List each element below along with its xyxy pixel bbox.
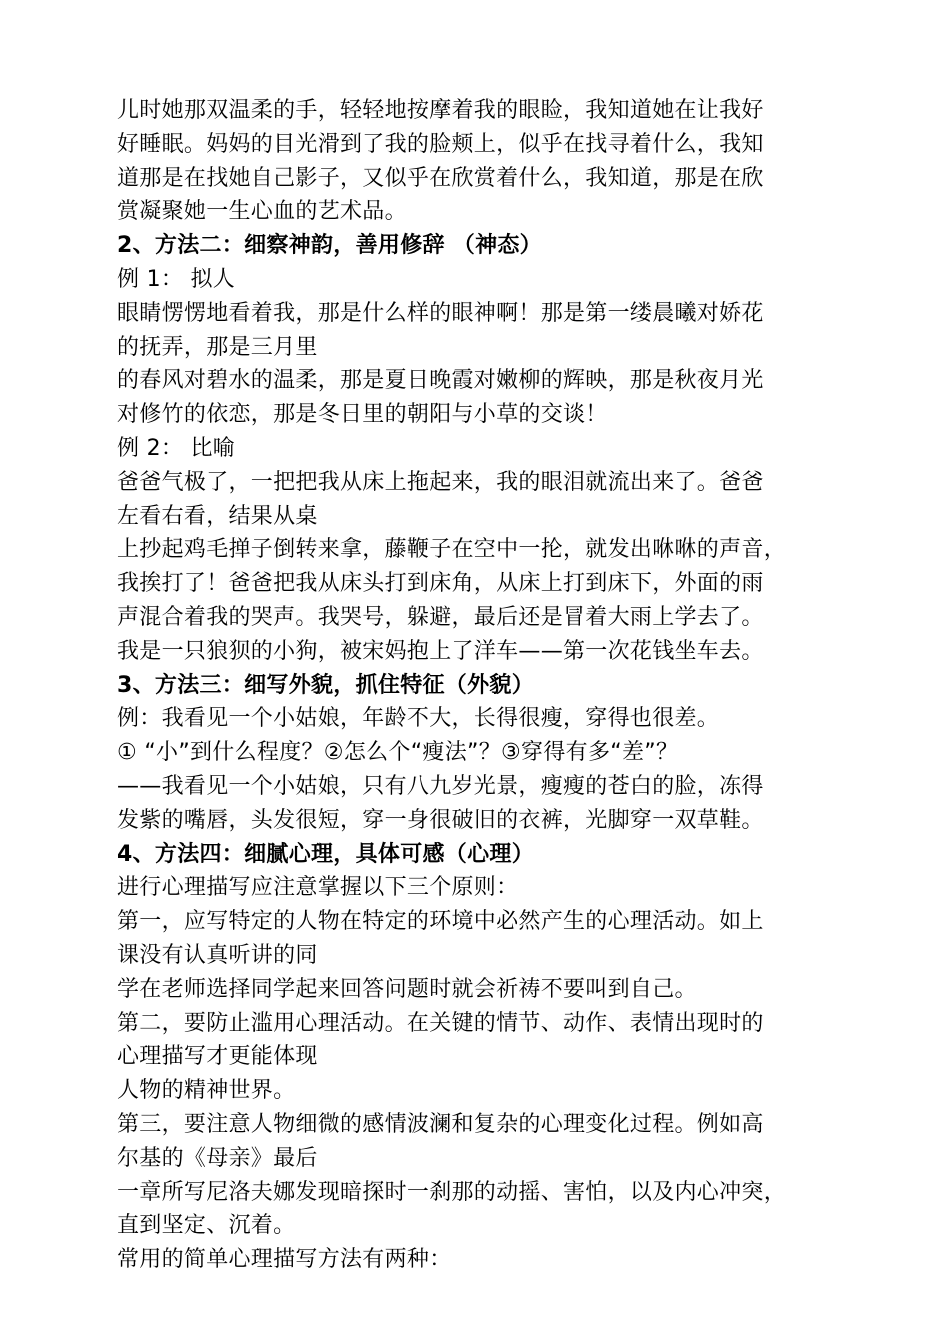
section-heading-method-3: 3、方法三：细写外貌，抓住特征（外貌）	[117, 672, 535, 698]
text-line: 声混合着我的哭声。我哭号，躲避，最后还是冒着大雨上学去了。	[117, 604, 764, 630]
text-line: 发紫的嘴唇，头发很短，穿一身很破旧的衣裤，光脚穿一双草鞋。	[117, 807, 764, 833]
text-line: 赏凝聚她一生心血的艺术品。	[117, 199, 407, 225]
text-line: 第三，要注意人物细微的感情波澜和复杂的心理变化过程。例如高	[117, 1111, 764, 1137]
text-line: 例：我看见一个小姑娘，年龄不大，长得很瘦，穿得也很差。	[117, 706, 720, 732]
text-line: 一章所写尼洛夫娜发现暗探时一刹那的动摇、害怕，以及内心冲突，	[117, 1179, 787, 1205]
section-heading-method-2: 2、方法二：细察神韵，善用修辞 （神态）	[117, 233, 542, 259]
example-label: 例 1： 拟人	[117, 266, 236, 292]
text-line: 的抚弄，那是三月里	[117, 334, 318, 360]
text-line: 我挨打了！爸爸把我从床头打到床角，从床上打到床下，外面的雨	[117, 571, 764, 597]
text-line: ① “小”到什么程度？②怎么个“瘦法”？③穿得有多“差”？	[117, 740, 679, 766]
text-line: 人物的精神世界。	[117, 1078, 296, 1104]
text-line: 学在老师选择同学起来回答问题时就会祈祷不要叫到自己。	[117, 976, 697, 1002]
text-line: 道那是在找她自己影子，又似乎在欣赏着什么，我知道，那是在欣	[117, 165, 764, 191]
text-line: 的春风对碧水的温柔，那是夏日晚霞对嫩柳的辉映，那是秋夜月光	[117, 368, 764, 394]
text-line: 好睡眠。妈妈的目光滑到了我的脸颊上，似乎在找寻着什么，我知	[117, 131, 764, 157]
text-line: 心理描写才更能体现	[117, 1044, 318, 1070]
text-line: 左看右看，结果从桌	[117, 503, 318, 529]
text-line: 上抄起鸡毛掸子倒转来拿，藤鞭子在空中一抡，就发出咻咻的声音，	[117, 537, 787, 563]
text-line: 尔基的《母亲》最后	[117, 1145, 318, 1171]
text-line: 儿时她那双温柔的手，轻轻地按摩着我的眼睑，我知道她在让我好	[117, 98, 764, 123]
text-line: ——我看见一个小姑娘，只有八九岁光景，瘦瘦的苍白的脸，冻得	[117, 773, 764, 799]
text-line: 进行心理描写应注意掌握以下三个原则：	[117, 875, 519, 901]
section-heading-method-4: 4、方法四：细腻心理，具体可感（心理）	[117, 841, 535, 867]
text-line: 直到坚定、沉着。	[117, 1213, 296, 1239]
text-line: 我是一只狼狈的小狗，被宋妈抱上了洋车——第一次花钱坐车去。	[117, 638, 764, 664]
document-body	[117, 94, 857, 1277]
text-line: 眼睛愣愣地看着我，那是什么样的眼神啊！那是第一缕晨曦对娇花	[117, 300, 764, 326]
text-line: 第一，应写特定的人物在特定的环境中必然产生的心理活动。如上	[117, 909, 764, 935]
text-line: 常用的简单心理描写方法有两种：	[117, 1247, 452, 1273]
example-label: 例 2： 比喻	[117, 435, 236, 461]
text-line: 对修竹的依恋，那是冬日里的朝阳与小草的交谈！	[117, 402, 608, 428]
text-line: 课没有认真听讲的同	[117, 942, 318, 968]
text-line: 第二，要防止滥用心理活动。在关键的情节、动作、表情出现时的	[117, 1010, 764, 1036]
text-line: 爸爸气极了，一把把我从床上拖起来，我的眼泪就流出来了。爸爸	[117, 469, 764, 495]
